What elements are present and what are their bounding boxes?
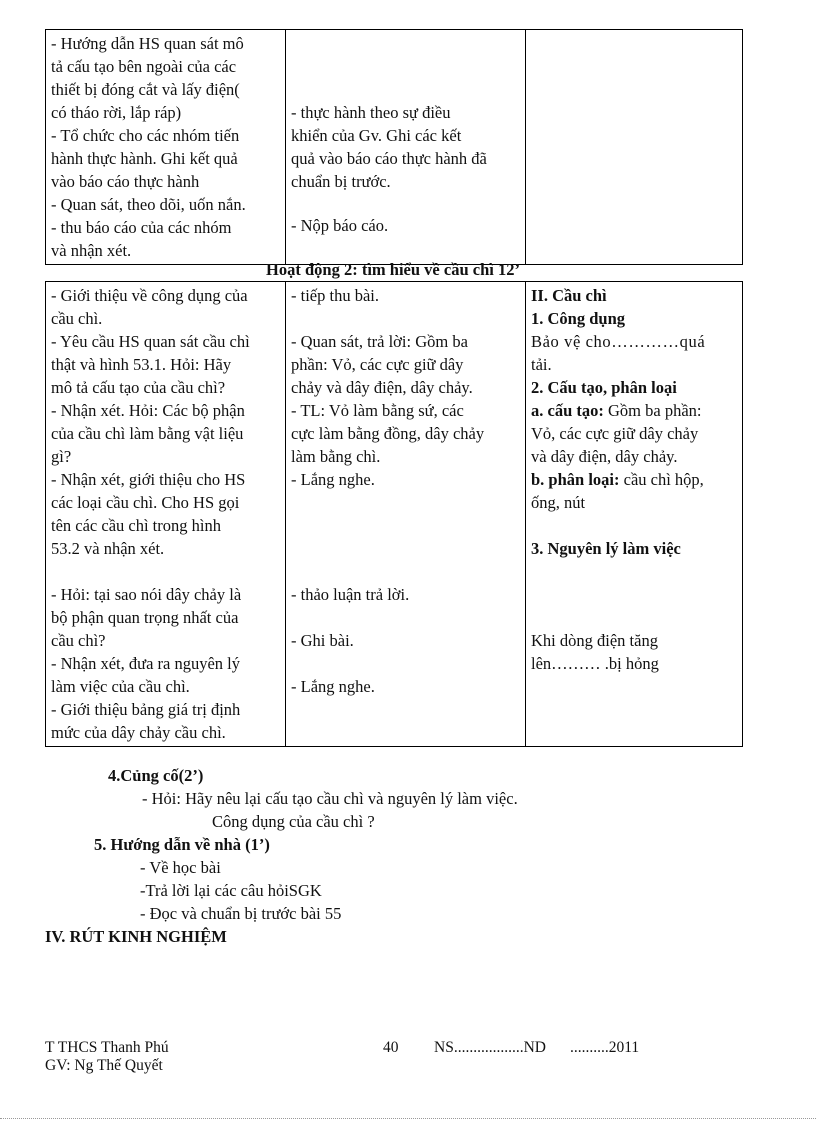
text-line: - Giới thiệu bảng giá trị định [51, 700, 241, 719]
text-line: - Lắng nghe. [291, 677, 375, 696]
activity-2-heading: Hoạt động 2: tìm hiểu về cầu chì 12’ [266, 260, 520, 279]
text-line: Khi dòng điện tăng [531, 631, 658, 650]
subsection-title: 1. Công dụng [531, 309, 625, 328]
table-row [46, 282, 743, 747]
text-line: và dây điện, dây chảy. [531, 447, 678, 466]
homework-item: - Về học bài [140, 858, 221, 877]
activity-2-table [45, 281, 743, 747]
text-line: - Nhận xét. Hỏi: Các bộ phận [51, 401, 245, 420]
text-line: - thảo luận trả lời. [291, 585, 410, 604]
text-line: - Hỏi: tại sao nói dây chảy là [51, 585, 242, 604]
text-line: 53.2 và nhận xét. [51, 539, 165, 558]
text-line: chảy và dây điện, dây chảy. [291, 378, 473, 397]
teacher-activity-cell [46, 282, 286, 747]
footer-school: T THCS Thanh Phú [45, 1039, 169, 1056]
text-line: - Nhận xét, đưa ra nguyên lý [51, 654, 241, 673]
text-line: khiển của Gv. Ghi các kết [291, 126, 462, 145]
text-line: - Nhận xét, giới thiệu cho HS [51, 470, 246, 489]
subsection-title: 2. Cấu tạo, phân loại [531, 378, 677, 397]
text-line: làm việc của cầu chì. [51, 677, 190, 696]
text-line: bộ phận quan trọng nhất của [51, 608, 239, 627]
text-line: Vỏ, các cực giữ dây chảy [531, 424, 699, 443]
content-cell [526, 30, 743, 265]
student-activity-cell [286, 282, 526, 747]
text-line: làm bằng chì. [291, 447, 381, 466]
label: b. phân loại: [531, 470, 620, 489]
text-line: và nhận xét. [51, 241, 132, 260]
text-line: - Tổ chức cho các nhóm tiến [51, 126, 240, 145]
text-line: các loại cầu chì. Cho HS gọi [51, 493, 240, 512]
text-line: của cầu chì làm bằng vật liệu [51, 424, 244, 443]
text: Gồm ba phần: [603, 401, 702, 420]
section-iv-title: IV. RÚT KINH NGHIỆM [45, 927, 227, 946]
page-edge-divider [0, 1118, 816, 1119]
text: cầu chì hộp, [619, 470, 704, 489]
text-line: có tháo rời, lắp ráp) [51, 103, 182, 122]
text-line: cực làm bằng đồng, dây chảy [291, 424, 485, 443]
footer-teacher: GV: Ng Thế Quyết [45, 1057, 163, 1074]
text-line [531, 468, 737, 491]
text-line: gì? [51, 447, 72, 466]
text-line: thật và hình 53.1. Hỏi: Hãy [51, 355, 232, 374]
text-line: quả vào báo cáo thực hành đã [291, 149, 487, 168]
text-line: - Yêu cầu HS quan sát cầu chì [51, 332, 250, 351]
text-line: - tiếp thu bài. [291, 286, 379, 305]
text-line: hành thực hành. Ghi kết quả [51, 149, 238, 168]
text-line: lên……… .bị hỏng [531, 654, 659, 673]
homework-title: 5. Hướng dẫn về nhà (1’) [94, 835, 270, 854]
text-line: - Lắng nghe. [291, 470, 375, 489]
content-cell [526, 282, 743, 747]
text-line: - TL: Vỏ làm bằng sứ, các [291, 401, 464, 420]
text-line: - Nộp báo cáo. [291, 216, 389, 235]
text-line: ống, nút [531, 493, 586, 512]
text-line: cầu chì. [51, 309, 103, 328]
text-line: vào báo cáo thực hành [51, 172, 200, 191]
student-activity-cell [286, 30, 526, 265]
homework-item: -Trả lời lại các câu hỏiSGK [140, 881, 322, 900]
text-line: - Giới thiệu về công dụng của [51, 286, 248, 305]
text-line: mức của dây chảy cầu chì. [51, 723, 226, 742]
homework-item: - Đọc và chuẩn bị trước bài 55 [140, 904, 342, 923]
text-line: thiết bị đóng cắt và lấy điện( [51, 80, 240, 99]
text-line: Bảo vệ cho…………quá [531, 332, 706, 351]
text-line: - thực hành theo sự điều [291, 103, 451, 122]
table-row [46, 30, 743, 265]
footer-page-number: 40 [383, 1039, 399, 1056]
consolidation-title: 4.Củng cố(2’) [108, 766, 204, 785]
activity-1-table [45, 29, 743, 265]
text-line: tải. [531, 355, 552, 374]
text-line: tên các cầu chì trong hình [51, 516, 221, 535]
text-line: - Quan sát, trả lời: Gồm ba [291, 332, 468, 351]
subsection-title: 3. Nguyên lý làm việc [531, 539, 681, 558]
text-line: phần: Vỏ, các cực giữ dây [291, 355, 464, 374]
footer-year: ..........2011 [570, 1039, 640, 1056]
consolidation-question: - Hỏi: Hãy nêu lại cấu tạo cầu chì và nguyên lý làm việc. [142, 789, 518, 808]
teacher-activity-cell [46, 30, 286, 265]
text-line: - thu báo cáo của các nhóm [51, 218, 232, 237]
text-line: cầu chì? [51, 631, 106, 650]
text-line: - Ghi bài. [291, 631, 354, 650]
text-line: mô tả cấu tạo của cầu chì? [51, 378, 226, 397]
footer-ns-nd: NS..................ND [434, 1039, 546, 1056]
section-title: II. Cầu chì [531, 286, 607, 305]
text-line: chuẩn bị trước. [291, 172, 391, 191]
consolidation-question-cont: Công dụng của cầu chì ? [212, 812, 375, 831]
text-line [531, 399, 737, 422]
text-line: - Hướng dẫn HS quan sát mô [51, 34, 244, 53]
label: a. cấu tạo: [531, 401, 604, 420]
text-line: - Quan sát, theo dõi, uốn nắn. [51, 195, 246, 214]
text-line: tả cấu tạo bên ngoài của các [51, 57, 237, 76]
